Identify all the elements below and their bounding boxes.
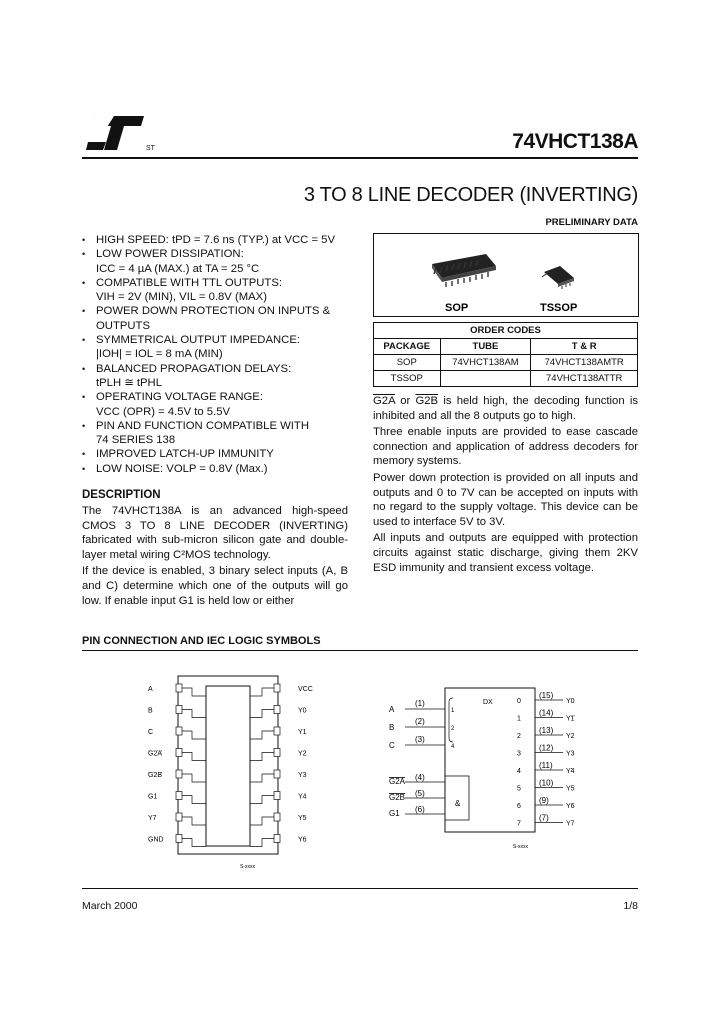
iec-output-num: (13) [539, 726, 554, 735]
iec-note: S-xxxx [513, 844, 528, 850]
desc-r2: Three enable inputs are provided to ease cascade connection and application of address decoders for memory systems. [373, 426, 638, 468]
right-pin-box [274, 706, 280, 714]
footer-page: 1/8 [623, 900, 638, 912]
right-pin-box [274, 835, 280, 843]
table-row: TSSOP 74VHCT138ATTR [374, 371, 638, 387]
footer-rule [82, 888, 638, 889]
iec-enable-label: G1 [389, 809, 400, 818]
desc-p1: The 74VHCT138A is an advanced high-speed CMOS 3 TO 8 LINE DECODER (INVERTING) fabricated with sub-micron silicon gate and double-layer metal wiring C²MOS technology. [82, 505, 348, 561]
order-codes-title: ORDER CODES [374, 323, 638, 339]
left-pin-label: Y7 [148, 815, 157, 822]
left-pin-box [176, 684, 182, 692]
right-pin-box [274, 684, 280, 692]
left-pin-trace [182, 774, 206, 782]
iec-output-num: (10) [539, 778, 554, 788]
iec-logic-symbol [385, 682, 585, 857]
page-title: 3 TO 8 LINE DECODER (INVERTING) [303, 184, 638, 206]
feature-item: • SYMMETRICAL OUTPUT IMPEDANCE: [82, 333, 352, 347]
iec-weight: 2 [451, 726, 455, 732]
left-pin-trace [182, 753, 206, 761]
left-pin-label: G2B [148, 772, 163, 779]
right-pin-label: Y3 [298, 772, 307, 779]
left-pin-box [176, 792, 182, 800]
package-box [373, 233, 639, 317]
chip-outline [178, 676, 278, 854]
iec-weight: 1 [451, 708, 455, 714]
left-pin-label: GND [148, 836, 164, 844]
iec-output-num: (12) [539, 743, 554, 753]
feature-item: • PIN AND FUNCTION COMPATIBLE WITH [82, 419, 352, 433]
iec-enable-num: (5) [415, 789, 425, 798]
description-left [82, 504, 348, 610]
iec-output-label: Y6 [566, 803, 575, 810]
right-pin-trace [250, 774, 274, 782]
iec-output-label: Y3 [566, 750, 575, 758]
iec-enable-box [445, 776, 469, 820]
iec-box [445, 688, 535, 832]
desc-p2: If the device is enabled, 3 binary select inputs (A, B and C) determine which one of the outputs will go low. If enable input G1 is held low or either [82, 565, 348, 607]
iec-output-index: 4 [517, 768, 521, 775]
right-pin-trace [250, 688, 274, 696]
right-pin-trace [250, 839, 274, 847]
iec-output-num: (11) [539, 761, 553, 770]
package-drawings [374, 234, 638, 316]
left-pin-box [176, 813, 182, 821]
feature-item: • LOW POWER DISSIPATION: [82, 247, 352, 261]
left-pin-trace [182, 796, 206, 804]
st-logo [84, 112, 158, 154]
iec-input-label: C [389, 741, 395, 750]
left-pin-label: B [148, 707, 153, 715]
right-pin-trace [250, 753, 274, 761]
logo-reg: ST [146, 145, 155, 152]
left-pin-trace [182, 817, 206, 825]
left-pin-label: G2A [148, 750, 163, 758]
top-rule [82, 157, 638, 159]
iec-output-label: Y7 [566, 820, 575, 828]
iec-enable-num: (6) [415, 805, 425, 814]
iec-output-index: 0 [517, 698, 521, 705]
preliminary-label: PRELIMINARY DATA [545, 217, 638, 228]
col-header: PACKAGE [374, 339, 441, 355]
feature-item-cont: |IOH| = IOL = 8 mA (MIN) [96, 348, 223, 361]
right-pin-box [274, 813, 280, 821]
iec-output-label: Y2 [566, 733, 575, 740]
right-pin-label: Y0 [298, 707, 307, 715]
right-pin-label: Y5 [298, 815, 307, 822]
left-pin-box [176, 706, 182, 714]
pin-connection-diagram [140, 670, 340, 875]
tssop-package-icon [542, 266, 574, 289]
iec-output-index: 5 [517, 785, 521, 793]
iec-enable-label: G2A [389, 777, 406, 786]
feature-item-cont: OUTPUTS [96, 319, 150, 332]
iec-input-num: (1) [415, 699, 425, 708]
left-pin-label: C [148, 729, 154, 736]
right-pin-trace [250, 817, 274, 825]
feature-item: • COMPATIBLE WITH TTL OUTPUTS: [82, 276, 352, 290]
col-header: T & R [531, 339, 638, 355]
description-heading: DESCRIPTION [82, 489, 161, 501]
chip-core [206, 686, 250, 846]
iec-output-label: Y1 [566, 715, 575, 723]
iec-input-label: A [389, 705, 395, 714]
desc-r1: G2A or G2B is held high, the decoding function is inhibited and all the 8 outputs go to high. [373, 395, 638, 422]
iec-output-index: 2 [517, 733, 521, 740]
right-pin-box [274, 792, 280, 800]
feature-item: • HIGH SPEED: tPD = 7.6 ns (TYP.) at VCC = 5V [82, 233, 352, 247]
right-pin-box [274, 749, 280, 757]
description-right [373, 394, 638, 577]
iec-output-num: (15) [539, 691, 554, 700]
feature-item-cont: VCC (OPR) = 4.5V to 5.5V [96, 405, 231, 418]
left-pin-trace [182, 731, 206, 739]
left-pin-box [176, 770, 182, 778]
pin-note: S-xxxx [240, 864, 255, 870]
iec-weight: 4 [451, 744, 455, 750]
left-pin-label: A [148, 686, 153, 693]
iec-enable-label: G2B [389, 793, 406, 802]
iec-output-label: Y0 [566, 698, 575, 705]
iec-output-index: 1 [517, 715, 521, 723]
iec-input-label: B [389, 723, 395, 732]
right-pin-label: Y6 [298, 836, 307, 844]
iec-input-num: (3) [415, 735, 425, 744]
right-pin-label: Y2 [298, 750, 307, 758]
desc-r3: Power down protection is provided on all inputs and outputs and 0 to 7V can be accepted on inputs with no regard to the supply voltage. This device can be used to interface 5V to 3V. [373, 471, 638, 528]
iec-and-label: & [455, 799, 461, 808]
feature-item-cont: 74 SERIES 138 [96, 434, 176, 447]
right-pin-trace [250, 796, 274, 804]
left-pin-trace [182, 688, 206, 696]
feature-item: • OPERATING VOLTAGE RANGE: [82, 390, 352, 404]
iec-enable-num: (4) [415, 773, 425, 782]
right-pin-trace [250, 710, 274, 718]
left-pin-trace [182, 839, 206, 847]
col-header: TUBE [440, 339, 531, 355]
iec-output-index: 3 [517, 750, 521, 758]
left-pin-box [176, 727, 182, 735]
right-pin-trace [250, 731, 274, 739]
table-row: SOP 74VHCT138AM 74VHCT138AMTR [374, 355, 638, 371]
feature-item: • POWER DOWN PROTECTION ON INPUTS & [82, 304, 352, 318]
right-pin-label: Y1 [298, 729, 307, 736]
iec-output-num: (14) [539, 708, 554, 718]
iec-output-index: 7 [517, 820, 521, 828]
iec-box-label: DX [483, 699, 493, 706]
pin-rule [82, 650, 638, 651]
right-pin-label: Y4 [298, 793, 307, 801]
feature-item: • BALANCED PROPAGATION DELAYS: [82, 362, 352, 376]
feature-item-cont: VIH = 2V (MIN), VIL = 0.8V (MAX) [96, 291, 267, 304]
feature-item: • LOW NOISE: VOLP = 0.8V (Max.) [82, 462, 352, 476]
iec-input-num: (2) [415, 717, 425, 726]
iec-brace [449, 698, 453, 742]
sop-package-icon [432, 254, 496, 287]
left-pin-box [176, 749, 182, 757]
iec-output-index: 6 [517, 803, 521, 810]
iec-output-num: (7) [539, 813, 549, 823]
left-pin-trace [182, 710, 206, 718]
feature-item-cont: ICC = 4 µA (MAX.) at TA = 25 °C [96, 262, 260, 275]
order-codes-table [373, 322, 638, 387]
iec-output-label: Y5 [566, 785, 575, 793]
iec-output-label: Y4 [566, 768, 575, 775]
feature-item-cont: tPLH ≅ tPHL [96, 376, 162, 389]
right-pin-label: VCC [298, 686, 313, 693]
right-pin-box [274, 770, 280, 778]
tssop-label: TSSOP [540, 302, 578, 314]
iec-output-num: (9) [539, 796, 549, 805]
right-pin-box [274, 727, 280, 735]
feature-list [82, 233, 352, 476]
pin-section-heading: PIN CONNECTION AND IEC LOGIC SYMBOLS [82, 635, 321, 647]
left-pin-box [176, 835, 182, 843]
part-number: 74VHCT138A [512, 130, 638, 153]
footer-date: March 2000 [82, 900, 138, 912]
sop-label: SOP [445, 302, 469, 314]
desc-r4: All inputs and outputs are equipped with protection circuits against static discharge, giving them 2KV ESD immunity and transient excess voltage. [373, 532, 638, 574]
feature-item: • IMPROVED LATCH-UP IMMUNITY [82, 447, 352, 461]
left-pin-label: G1 [148, 793, 158, 801]
